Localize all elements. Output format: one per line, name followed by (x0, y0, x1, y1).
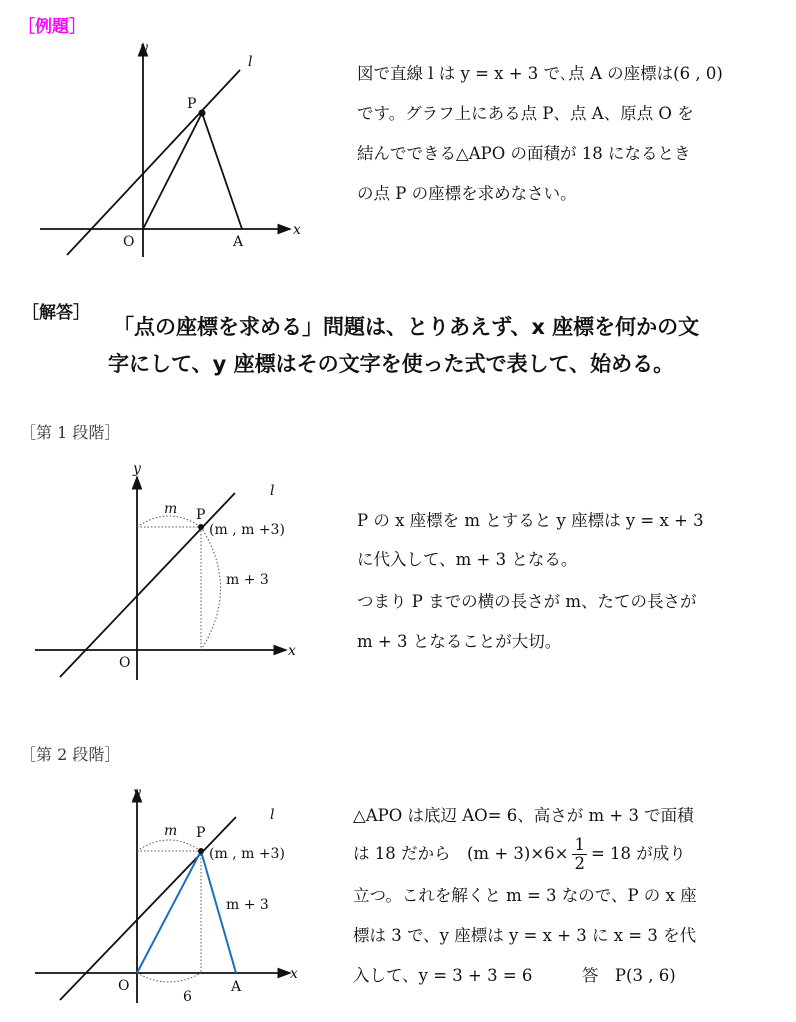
figure-mark (137, 516, 201, 527)
stage1-line-3: つまり P までの横の長さが m、たての長さが (357, 592, 697, 611)
stage1-line-4: m + 3 となることが大切。 (357, 632, 562, 651)
equation-right: = 18 が成り (590, 844, 686, 863)
o-label: O (123, 234, 135, 250)
figure-label: A (231, 979, 242, 995)
figure-mark (201, 527, 221, 650)
figure-label: x (290, 966, 298, 982)
figure-label: y (133, 785, 141, 801)
figure-label: 6 (183, 989, 192, 1005)
figure-mark (198, 524, 204, 530)
triangle-apo (143, 113, 242, 229)
a-label: A (233, 234, 244, 250)
figure-mark (137, 973, 201, 982)
example-line-3: 結んでできる△APO の面積が 18 になるとき (357, 144, 691, 163)
figure-label: (m , m +3) (209, 522, 285, 538)
figure-label: m (164, 823, 178, 839)
stage1-line-2: に代入して、m + 3 となる。 (357, 550, 578, 569)
fraction-half: $\frac{1}{2}$ (574, 835, 585, 873)
stage1-line-1: P の x 座標を m とすると y 座標は y = x + 3 (357, 511, 704, 530)
l-label: l (248, 54, 253, 70)
figure-label: P (196, 825, 206, 841)
stage2-figure (0, 775, 320, 1015)
stage1-label: ［第 1 段階］ (20, 423, 121, 442)
figure-label: m (164, 501, 178, 517)
example-line-4: の点 P の座標を求めなさい。 (357, 184, 577, 203)
figure-label: O (119, 655, 131, 671)
figure-label: m + 3 (226, 897, 269, 913)
stage2-line-3: 立つ。これを解くと m = 3 なので、P の x 座 (353, 886, 697, 905)
stage1-figure (0, 455, 320, 685)
stage2-label: ［第 2 段階］ (20, 745, 121, 764)
figure-mark (137, 840, 201, 851)
y-label: y (140, 40, 148, 56)
x-label: x (293, 222, 301, 238)
figure-label: (m , m +3) (209, 846, 285, 862)
figure-label: O (118, 978, 130, 994)
example-tag: ［例題］ (18, 17, 86, 37)
answer-tag: ［解答］ (22, 303, 90, 323)
example-line-2: です。グラフ上にある点 P、点 A、原点 O を (357, 104, 694, 123)
figure-mark (198, 848, 204, 854)
stage2-line-5: 入して、y = 3 + 3 = 6 答 P(3 , 6) (353, 966, 676, 985)
stage2-line-2 (353, 836, 686, 873)
figure-label: l (270, 483, 275, 499)
stage2-line-4: 標は 3 で、y 座標は y = x + 3 に x = 3 を代 (353, 926, 697, 945)
lead-line-2: 字にして、y 座標はその文字を使った式で表して、始める。 (108, 352, 675, 376)
example-figure (0, 30, 320, 270)
lead-line-1: 「点の座標を求める」問題は、とりあえず、x 座標を何かの文 (113, 315, 700, 339)
stage2-line-1: △APO は底辺 AO= 6、高さが m + 3 で面積 (353, 806, 694, 825)
example-line-1: 図で直線 l は y = x + 3 で､点 A の座標は(6 , 0) (357, 64, 723, 83)
figure-label: y (133, 461, 141, 477)
point-p (199, 110, 206, 117)
figure-label: x (288, 643, 296, 659)
line-l (67, 70, 240, 255)
p-label: P (187, 96, 197, 112)
figure-label: m + 3 (226, 572, 269, 588)
figure-label: P (196, 507, 206, 523)
figure-label: l (270, 807, 275, 823)
equation-left: は 18 だから (m + 3)×6× (353, 844, 569, 863)
